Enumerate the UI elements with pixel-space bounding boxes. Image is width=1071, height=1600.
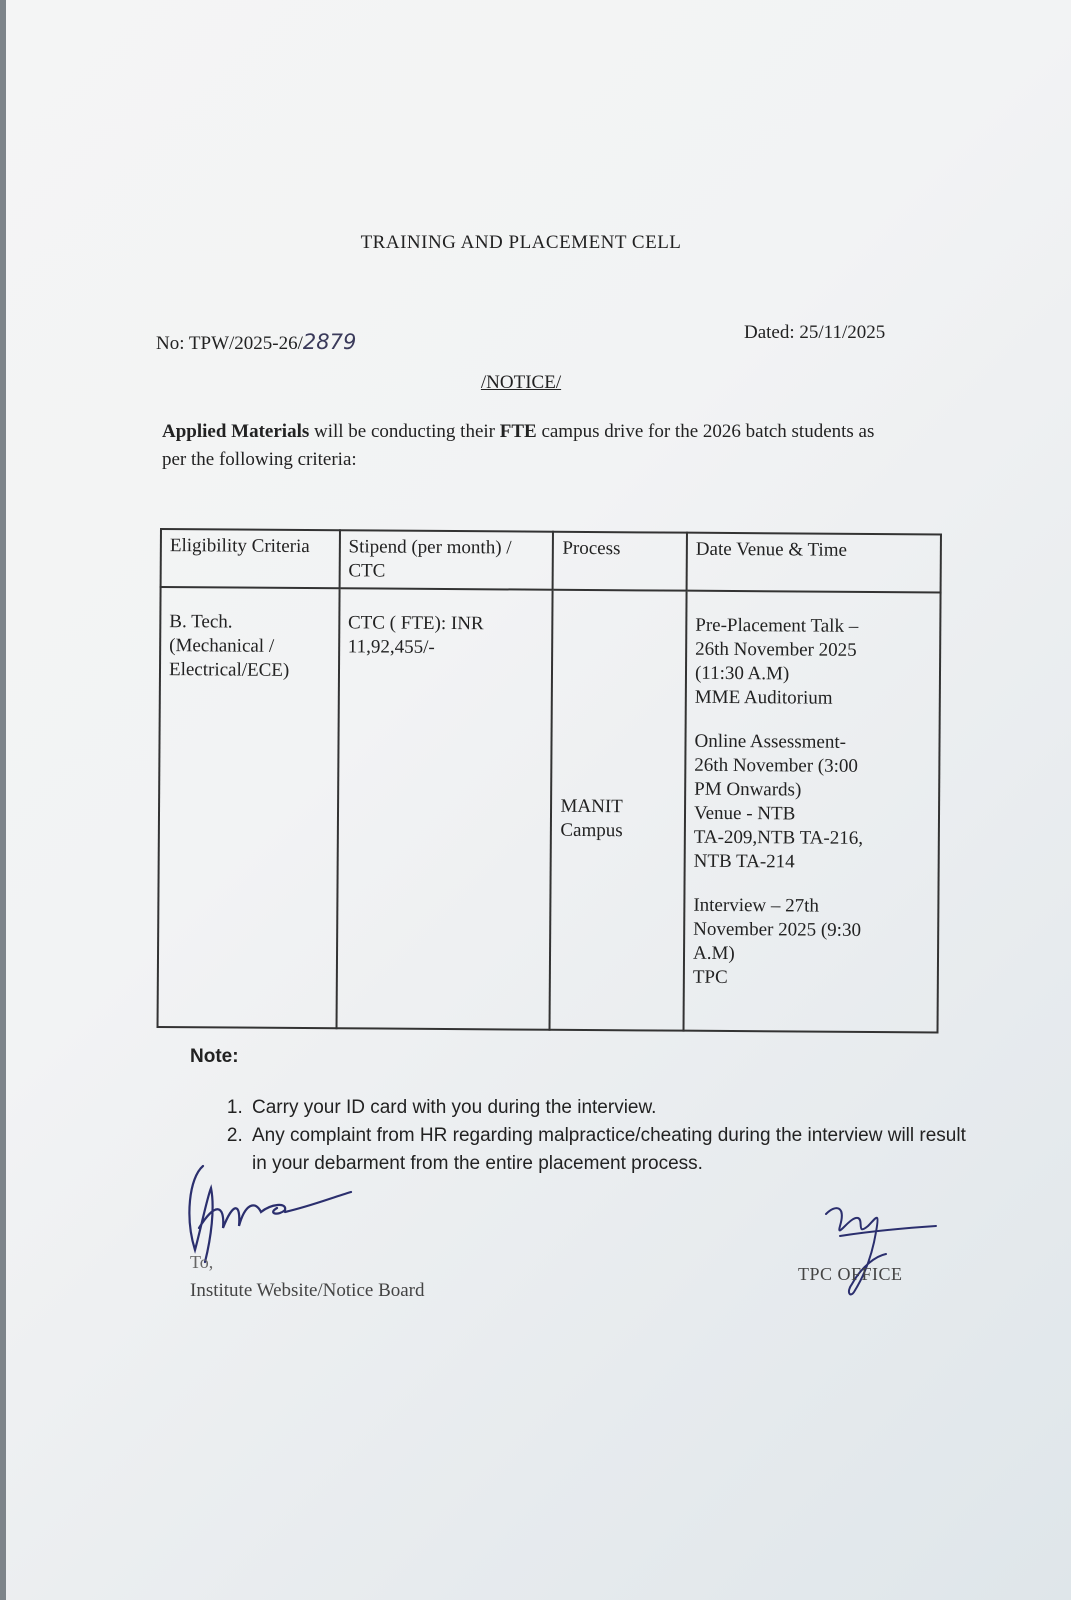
- ppt-line: (11:30 A.M): [694, 662, 790, 685]
- notice-title: /NOTICE/: [480, 372, 562, 393]
- ctc-line: CTC ( FTE): INR: [347, 612, 484, 635]
- interview-line: TPC: [692, 966, 728, 988]
- signature-right: [806, 1196, 956, 1306]
- eligibility-line: (Mechanical /: [169, 635, 275, 657]
- to-label: To,: [190, 1252, 214, 1272]
- eligibility-line: B. Tech.: [169, 611, 233, 633]
- intro-mid: will be conducting their: [309, 421, 500, 442]
- assessment-block: [694, 730, 931, 876]
- interview-block: [693, 894, 930, 992]
- tpc-office-label: TPC OFFICE: [798, 1264, 903, 1284]
- ctc-line: 11,92,455/-: [347, 636, 435, 658]
- eligibility-line: Electrical/ECE): [168, 659, 290, 681]
- list-item: 1. Carry your ID card with you during the interview.: [248, 1094, 978, 1122]
- interview-line: Interview – 27th: [693, 894, 820, 917]
- criteria-table: [157, 528, 942, 1033]
- assessment-line: Online Assessment-: [694, 730, 847, 753]
- assessment-line: NTB TA-214: [693, 850, 795, 873]
- ppt-line: Pre-Placement Talk –: [695, 614, 859, 637]
- reference-number: [156, 330, 356, 355]
- header-eligibility: Eligibility Criteria: [161, 529, 340, 588]
- schedule-cell: [683, 591, 940, 1033]
- assessment-line: TA-209,NTB TA-216,: [693, 826, 864, 849]
- reference-prefix: No: TPW/2025-26/: [156, 333, 303, 354]
- interview-line: A.M): [692, 942, 735, 965]
- process-line: MANIT: [560, 795, 623, 818]
- intro-end: campus drive for the 2026 batch students as per the following criteria:: [162, 421, 875, 470]
- header-date-venue: Date Venue & Time: [687, 533, 941, 593]
- assessment-line: PM Onwards): [694, 778, 802, 801]
- ctc-cell: [336, 588, 553, 1029]
- table-header-row: [161, 529, 941, 592]
- ppt-line: 26th November 2025: [695, 638, 857, 661]
- recipient: Institute Website/Notice Board: [190, 1280, 425, 1301]
- list-item: 2. Any complaint from HR regarding malpractice/cheating during the interview will result in your debarment from the entire placement process.: [248, 1122, 978, 1178]
- header-stipend: Stipend (per month) / CTC: [339, 530, 553, 589]
- process-cell: [550, 590, 687, 1031]
- date-line: Dated: 25/11/2025: [744, 322, 886, 343]
- eligibility-cell: [158, 587, 340, 1028]
- assessment-line: Venue - NTB: [693, 802, 796, 825]
- header-process: Process: [553, 532, 687, 591]
- intro-paragraph: [162, 418, 882, 474]
- drive-type: FTE: [499, 421, 537, 442]
- process-line: Campus: [560, 819, 623, 842]
- ppt-block: [695, 614, 932, 712]
- notice-paper: [6, 0, 1071, 1600]
- reference-handwritten: 2879: [302, 330, 357, 354]
- table-row: [158, 587, 941, 1032]
- note-label: Note:: [190, 1046, 239, 1067]
- page-title: TRAINING AND PLACEMENT CELL: [360, 232, 682, 253]
- company-name: Applied Materials: [162, 421, 310, 442]
- assessment-line: 26th November (3:00: [694, 754, 858, 777]
- ppt-line: MME Auditorium: [694, 686, 833, 709]
- interview-line: November 2025 (9:30: [693, 918, 862, 941]
